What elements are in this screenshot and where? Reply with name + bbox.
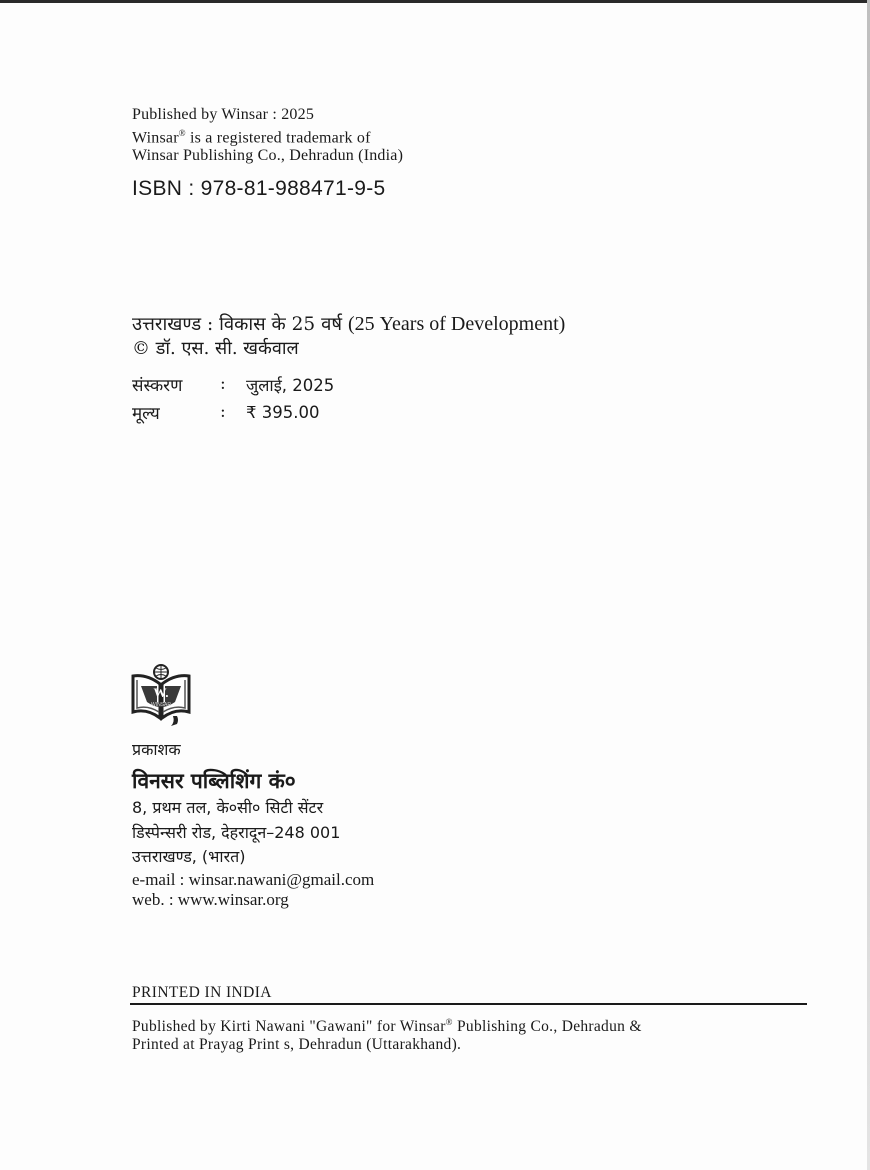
price-row	[132, 398, 334, 426]
scan-edge-top	[0, 0, 870, 3]
book-title	[132, 311, 565, 336]
isbn: ISBN : 978-81-988471-9-5	[132, 177, 386, 200]
book-title-hindi: उत्तराखण्ड : विकास के 25 वर्ष	[132, 314, 343, 335]
book-globe-logo-icon	[129, 662, 193, 728]
publication-notice	[132, 106, 403, 165]
publisher-location-line: Winsar Publishing Co., Dehradun (India)	[132, 147, 404, 165]
edition-value: जुलाई, 2025	[246, 375, 335, 395]
publisher-label: प्रकाशक	[132, 740, 181, 759]
trademark-line: Winsar® is a registered trademark of	[132, 128, 371, 147]
edition-label: संस्करण	[132, 375, 183, 396]
publisher-name: विनसर पब्लिशिंग कं०	[132, 768, 296, 793]
edition-sep: :	[220, 374, 226, 394]
web-line: web. : www.winsar.org	[132, 890, 289, 909]
copyright-holder: © डॉ. एस. सी. खर्कवाल	[132, 338, 299, 359]
address-line-3: उत्तराखण्ड, (भारत)	[132, 847, 246, 866]
price-sep: :	[220, 402, 226, 422]
printer-note	[132, 1013, 642, 1054]
address-line-2: डिस्पेन्सरी रोड, देहरादून–248 001	[132, 822, 341, 842]
logo-text: WINSAR	[151, 702, 171, 708]
publisher-address	[132, 796, 340, 870]
printer-note-line-1: Published by Kirti Nawani "Gawani" for Winsar® Publishing Co., Dehradun &	[132, 1017, 642, 1036]
printed-in-india: PRINTED IN INDIA	[132, 984, 272, 1001]
email-line: e-mail : winsar.nawani@gmail.com	[132, 870, 375, 889]
printer-note-line-2: Printed at Prayag Print s, Dehradun (Uttarakhand).	[132, 1036, 462, 1054]
divider-rule	[130, 1003, 807, 1005]
address-line-1: 8, प्रथम तल, के०सी० सिटी सेंटर	[132, 798, 324, 817]
logo-letter: W.	[153, 685, 169, 700]
publisher-contact	[132, 870, 374, 910]
price-value: ₹ 395.00	[246, 402, 320, 422]
book-title-english: (25 Years of Development)	[347, 313, 566, 335]
price-label: मूल्य	[132, 403, 160, 424]
edition-row	[132, 370, 334, 398]
edition-price-list	[132, 370, 334, 426]
published-by-line: Published by Winsar : 2025	[132, 106, 315, 123]
